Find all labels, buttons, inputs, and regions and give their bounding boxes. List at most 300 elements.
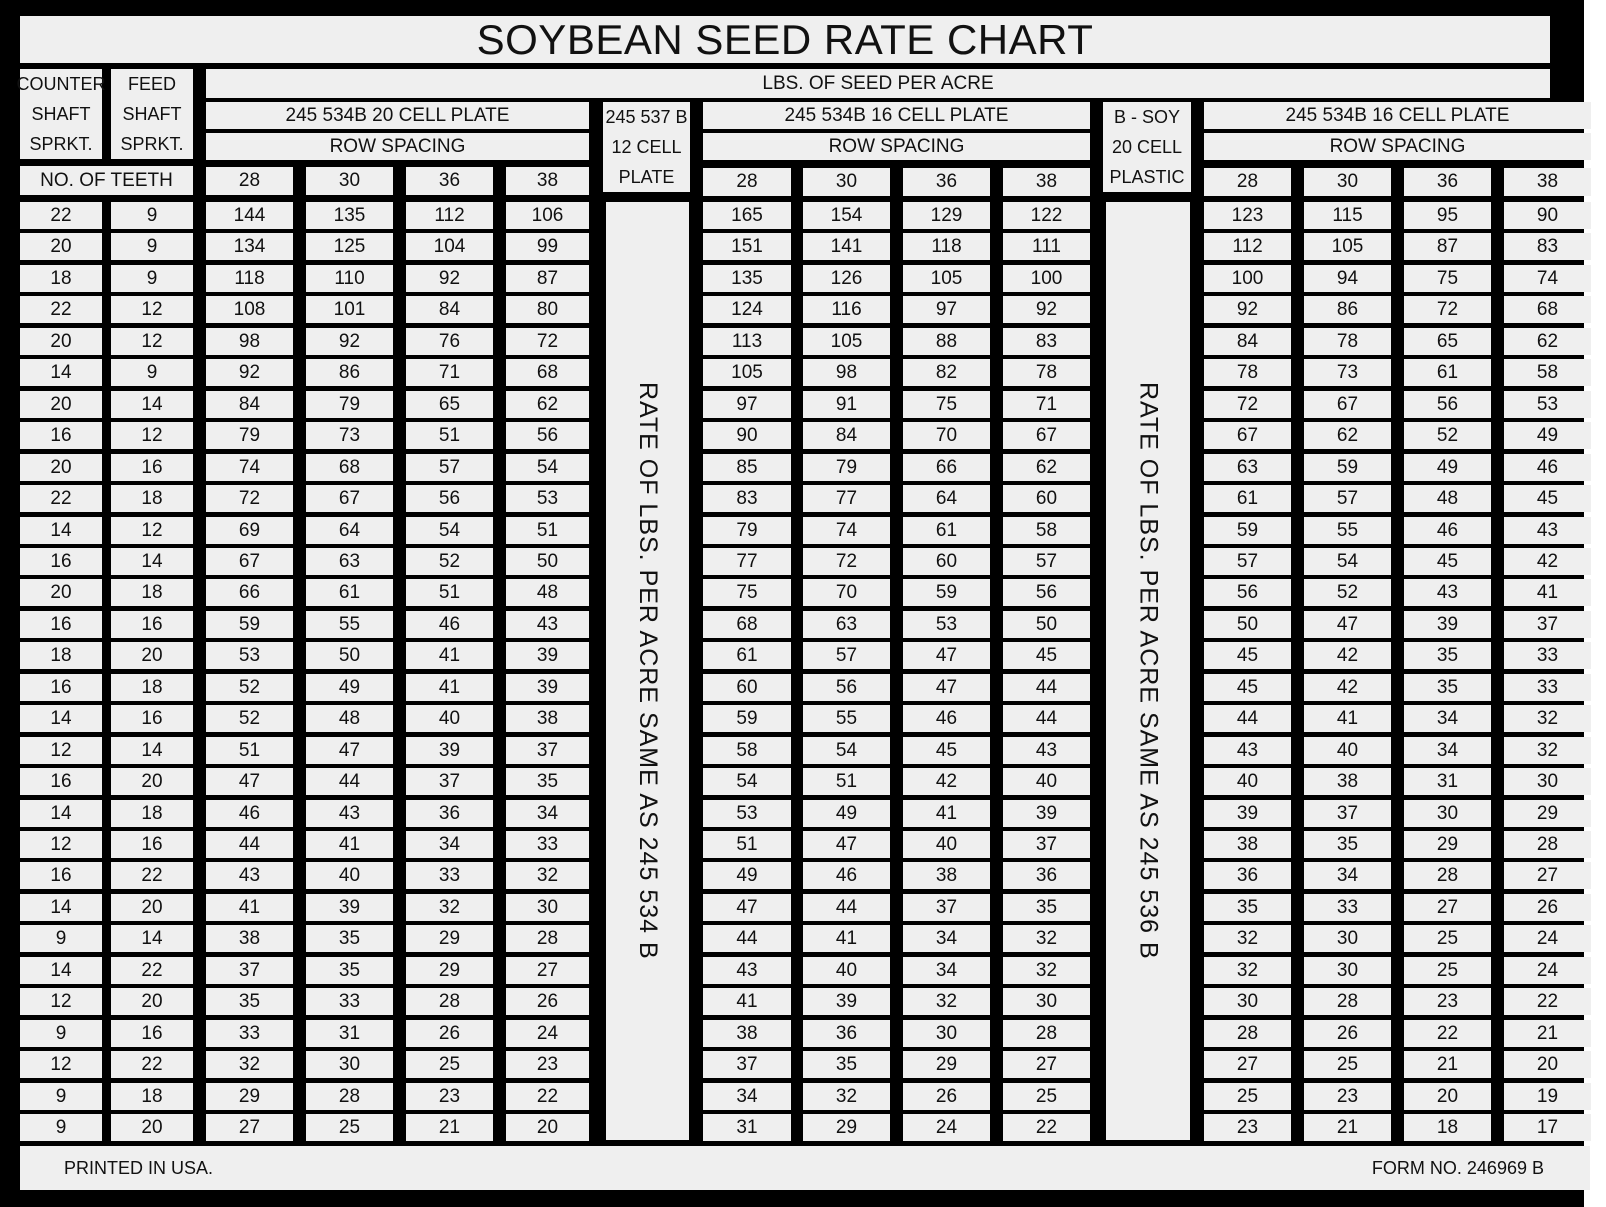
footer bbox=[20, 1146, 1590, 1190]
rate-cell: 50 bbox=[1003, 611, 1090, 638]
rate-cell: 65 bbox=[1404, 328, 1491, 355]
group2-vertical-note-text: RATE OF LBS. PER ACRE SAME AS 245 534 B bbox=[634, 382, 662, 960]
rate-cell: 59 bbox=[703, 705, 791, 732]
rate-cell: 62 bbox=[1504, 328, 1591, 355]
rate-cell: 39 bbox=[306, 894, 393, 921]
group4-vertical-note bbox=[1106, 202, 1190, 1140]
rate-cell: 54 bbox=[406, 517, 493, 544]
rate-cell: 104 bbox=[406, 233, 493, 260]
rate-cell: 17 bbox=[1504, 1114, 1591, 1141]
rate-cell: 165 bbox=[703, 202, 791, 229]
rate-cell: 144 bbox=[206, 202, 293, 229]
rate-cell: 20 bbox=[1504, 1051, 1591, 1078]
rate-cell: 51 bbox=[406, 422, 493, 449]
rate-cell: 41 bbox=[206, 894, 293, 921]
rate-cell: 84 bbox=[406, 296, 493, 323]
rate-cell: 43 bbox=[703, 957, 791, 984]
rate-cell: 37 bbox=[703, 1051, 791, 1078]
rate-cell: 41 bbox=[903, 800, 990, 827]
rate-cell: 41 bbox=[406, 642, 493, 669]
rate-cell: 54 bbox=[803, 737, 890, 764]
rate-cell: 53 bbox=[903, 611, 990, 638]
rate-cell: 61 bbox=[703, 642, 791, 669]
group3-spacing-1: 30 bbox=[803, 168, 890, 196]
group4-vertical-note-text: RATE OF LBS. PER ACRE SAME AS 245 536 B bbox=[1134, 382, 1163, 960]
rate-cell: 100 bbox=[1204, 265, 1291, 292]
group1-row-spacing-header: ROW SPACING bbox=[206, 133, 589, 160]
rate-cell: 116 bbox=[803, 296, 890, 323]
rate-cell: 68 bbox=[506, 359, 589, 386]
group1-plate-header: 245 534B 20 CELL PLATE bbox=[206, 102, 589, 129]
rate-cell: 68 bbox=[1504, 296, 1591, 323]
rate-cell: 57 bbox=[406, 454, 493, 481]
footer-form-number: FORM NO. 246969 B bbox=[1371, 1157, 1544, 1178]
no-of-teeth-header: NO. OF TEETH bbox=[20, 166, 193, 195]
rate-cell: 82 bbox=[903, 359, 990, 386]
counter-shaft-cell: 20 bbox=[20, 233, 102, 260]
rate-cell: 28 bbox=[1003, 1020, 1090, 1047]
rate-cell: 46 bbox=[803, 862, 890, 889]
rate-cell: 32 bbox=[903, 988, 990, 1015]
rate-cell: 27 bbox=[1404, 894, 1491, 921]
rate-cell: 64 bbox=[903, 485, 990, 512]
rate-cell: 34 bbox=[506, 800, 589, 827]
feed-shaft-cell: 14 bbox=[111, 391, 193, 418]
rate-cell: 56 bbox=[506, 422, 589, 449]
rate-cell: 105 bbox=[1304, 233, 1391, 260]
rate-cell: 106 bbox=[506, 202, 589, 229]
feed-shaft-line1: FEED bbox=[127, 74, 176, 94]
rate-cell: 39 bbox=[506, 674, 589, 701]
rate-cell: 32 bbox=[406, 894, 493, 921]
rate-cell: 38 bbox=[206, 925, 293, 952]
rate-cell: 46 bbox=[1404, 517, 1491, 544]
rate-cell: 61 bbox=[1404, 359, 1491, 386]
rate-cell: 32 bbox=[506, 862, 589, 889]
rate-cell: 67 bbox=[306, 485, 393, 512]
rate-cell: 118 bbox=[206, 265, 293, 292]
rate-cell: 26 bbox=[406, 1020, 493, 1047]
rate-cell: 43 bbox=[306, 800, 393, 827]
rate-cell: 92 bbox=[1003, 296, 1090, 323]
rate-cell: 77 bbox=[703, 548, 791, 575]
counter-shaft-cell: 14 bbox=[20, 957, 102, 984]
counter-shaft-cell: 18 bbox=[20, 642, 102, 669]
rate-cell: 51 bbox=[703, 831, 791, 858]
rate-cell: 39 bbox=[506, 642, 589, 669]
rate-cell: 97 bbox=[703, 391, 791, 418]
rate-cell: 34 bbox=[703, 1083, 791, 1110]
group3-spacing-3: 38 bbox=[1003, 168, 1090, 196]
rate-cell: 29 bbox=[406, 957, 493, 984]
rate-cell: 40 bbox=[306, 862, 393, 889]
page-title: SOYBEAN SEED RATE CHART bbox=[20, 16, 1550, 63]
rate-cell: 25 bbox=[1404, 957, 1491, 984]
counter-shaft-cell: 20 bbox=[20, 391, 102, 418]
rate-cell: 47 bbox=[903, 642, 990, 669]
rate-cell: 25 bbox=[1304, 1051, 1391, 1078]
rate-cell: 41 bbox=[1304, 705, 1391, 732]
rate-cell: 27 bbox=[1204, 1051, 1291, 1078]
rate-cell: 55 bbox=[306, 611, 393, 638]
rate-cell: 32 bbox=[1504, 705, 1591, 732]
feed-shaft-cell: 20 bbox=[111, 1114, 193, 1141]
rate-cell: 39 bbox=[406, 737, 493, 764]
rate-cell: 43 bbox=[1003, 737, 1090, 764]
rate-cell: 43 bbox=[1204, 737, 1291, 764]
rate-cell: 31 bbox=[306, 1020, 393, 1047]
rate-cell: 40 bbox=[1304, 737, 1391, 764]
rate-cell: 57 bbox=[1304, 485, 1391, 512]
rate-cell: 99 bbox=[506, 233, 589, 260]
rate-cell: 83 bbox=[703, 485, 791, 512]
rate-cell: 91 bbox=[803, 391, 890, 418]
rate-cell: 60 bbox=[1003, 485, 1090, 512]
rate-cell: 126 bbox=[803, 265, 890, 292]
rate-cell: 40 bbox=[903, 831, 990, 858]
rate-cell: 23 bbox=[1404, 988, 1491, 1015]
counter-shaft-cell: 14 bbox=[20, 800, 102, 827]
rate-cell: 33 bbox=[306, 988, 393, 1015]
rate-cell: 30 bbox=[1003, 988, 1090, 1015]
rate-cell: 44 bbox=[306, 768, 393, 795]
rate-cell: 62 bbox=[1304, 422, 1391, 449]
group4-plate-header bbox=[1103, 102, 1191, 192]
rate-cell: 29 bbox=[903, 1051, 990, 1078]
rate-cell: 58 bbox=[1003, 517, 1090, 544]
rate-cell: 23 bbox=[506, 1051, 589, 1078]
rate-cell: 57 bbox=[803, 642, 890, 669]
rate-cell: 34 bbox=[1404, 737, 1491, 764]
rate-cell: 30 bbox=[1404, 800, 1491, 827]
counter-shaft-cell: 16 bbox=[20, 862, 102, 889]
rate-cell: 34 bbox=[1304, 862, 1391, 889]
rate-cell: 118 bbox=[903, 233, 990, 260]
rate-cell: 39 bbox=[803, 988, 890, 1015]
rate-cell: 98 bbox=[803, 359, 890, 386]
feed-shaft-cell: 18 bbox=[111, 800, 193, 827]
rate-cell: 32 bbox=[1204, 957, 1291, 984]
rate-cell: 25 bbox=[1003, 1083, 1090, 1110]
rate-cell: 29 bbox=[406, 925, 493, 952]
rate-cell: 71 bbox=[1003, 391, 1090, 418]
rate-cell: 154 bbox=[803, 202, 890, 229]
feed-shaft-cell: 16 bbox=[111, 611, 193, 638]
rate-cell: 50 bbox=[306, 642, 393, 669]
rate-cell: 66 bbox=[903, 454, 990, 481]
rate-cell: 125 bbox=[306, 233, 393, 260]
rate-cell: 36 bbox=[1204, 862, 1291, 889]
rate-cell: 63 bbox=[306, 548, 393, 575]
rate-cell: 32 bbox=[1504, 737, 1591, 764]
rate-cell: 75 bbox=[703, 579, 791, 606]
rate-cell: 67 bbox=[206, 548, 293, 575]
rate-cell: 51 bbox=[506, 517, 589, 544]
rate-cell: 35 bbox=[206, 988, 293, 1015]
rate-cell: 53 bbox=[206, 642, 293, 669]
rate-cell: 39 bbox=[1404, 611, 1491, 638]
rate-cell: 72 bbox=[803, 548, 890, 575]
rate-cell: 59 bbox=[1304, 454, 1391, 481]
rate-cell: 141 bbox=[803, 233, 890, 260]
counter-shaft-cell: 16 bbox=[20, 768, 102, 795]
group5-spacing-1: 30 bbox=[1304, 168, 1391, 196]
counter-shaft-line1: COUNTER bbox=[16, 74, 106, 94]
rate-cell: 48 bbox=[306, 705, 393, 732]
rate-cell: 98 bbox=[206, 328, 293, 355]
feed-shaft-cell: 12 bbox=[111, 517, 193, 544]
rate-cell: 35 bbox=[506, 768, 589, 795]
rate-cell: 55 bbox=[803, 705, 890, 732]
feed-shaft-cell: 12 bbox=[111, 296, 193, 323]
rate-cell: 65 bbox=[406, 391, 493, 418]
rate-cell: 34 bbox=[1404, 705, 1491, 732]
rate-cell: 43 bbox=[1504, 517, 1591, 544]
rate-cell: 28 bbox=[1304, 988, 1391, 1015]
rate-cell: 84 bbox=[1204, 328, 1291, 355]
rate-cell: 124 bbox=[703, 296, 791, 323]
rate-cell: 79 bbox=[206, 422, 293, 449]
rate-cell: 62 bbox=[506, 391, 589, 418]
group1-spacing-2: 36 bbox=[406, 167, 493, 195]
counter-shaft-cell: 9 bbox=[20, 1020, 102, 1047]
rate-cell: 38 bbox=[506, 705, 589, 732]
rate-cell: 84 bbox=[803, 422, 890, 449]
rate-cell: 54 bbox=[703, 768, 791, 795]
rate-cell: 72 bbox=[1404, 296, 1491, 323]
rate-cell: 74 bbox=[206, 454, 293, 481]
rate-cell: 115 bbox=[1304, 202, 1391, 229]
counter-shaft-cell: 14 bbox=[20, 517, 102, 544]
rate-cell: 63 bbox=[1204, 454, 1291, 481]
rate-cell: 45 bbox=[1003, 642, 1090, 669]
rate-cell: 92 bbox=[406, 265, 493, 292]
rate-cell: 38 bbox=[1304, 768, 1391, 795]
counter-shaft-cell: 18 bbox=[20, 265, 102, 292]
rate-cell: 56 bbox=[1204, 579, 1291, 606]
counter-shaft-cell: 9 bbox=[20, 1114, 102, 1141]
rate-cell: 38 bbox=[903, 862, 990, 889]
rate-cell: 37 bbox=[406, 768, 493, 795]
rate-cell: 27 bbox=[1504, 862, 1591, 889]
rate-cell: 33 bbox=[406, 862, 493, 889]
rate-cell: 134 bbox=[206, 233, 293, 260]
rate-cell: 37 bbox=[1304, 800, 1391, 827]
rate-cell: 78 bbox=[1304, 328, 1391, 355]
rate-cell: 46 bbox=[1504, 454, 1591, 481]
rate-cell: 47 bbox=[903, 674, 990, 701]
rate-cell: 20 bbox=[1404, 1083, 1491, 1110]
rate-cell: 44 bbox=[1003, 705, 1090, 732]
feed-shaft-cell: 16 bbox=[111, 454, 193, 481]
feed-shaft-cell: 18 bbox=[111, 674, 193, 701]
rate-cell: 30 bbox=[1304, 957, 1391, 984]
rate-cell: 75 bbox=[1404, 265, 1491, 292]
counter-shaft-cell: 20 bbox=[20, 328, 102, 355]
rate-cell: 27 bbox=[206, 1114, 293, 1141]
rate-cell: 110 bbox=[306, 265, 393, 292]
rate-cell: 59 bbox=[903, 579, 990, 606]
rate-cell: 122 bbox=[1003, 202, 1090, 229]
rate-cell: 75 bbox=[903, 391, 990, 418]
group2-plate-line2: 12 CELL bbox=[611, 137, 682, 157]
rate-cell: 73 bbox=[1304, 359, 1391, 386]
rate-cell: 42 bbox=[1504, 548, 1591, 575]
counter-shaft-cell: 22 bbox=[20, 296, 102, 323]
rate-cell: 87 bbox=[1404, 233, 1491, 260]
rate-cell: 37 bbox=[1504, 611, 1591, 638]
rate-cell: 31 bbox=[1404, 768, 1491, 795]
rate-cell: 29 bbox=[803, 1114, 890, 1141]
rate-cell: 46 bbox=[206, 800, 293, 827]
counter-shaft-cell: 16 bbox=[20, 611, 102, 638]
rate-cell: 112 bbox=[406, 202, 493, 229]
rate-cell: 74 bbox=[803, 517, 890, 544]
rate-cell: 70 bbox=[803, 579, 890, 606]
rate-cell: 44 bbox=[703, 925, 791, 952]
rate-cell: 67 bbox=[1204, 422, 1291, 449]
group3-spacing-2: 36 bbox=[903, 168, 990, 196]
rate-cell: 25 bbox=[1204, 1083, 1291, 1110]
rate-cell: 100 bbox=[1003, 265, 1090, 292]
rate-cell: 57 bbox=[1003, 548, 1090, 575]
rate-cell: 21 bbox=[406, 1114, 493, 1141]
rate-cell: 105 bbox=[703, 359, 791, 386]
rate-cell: 92 bbox=[306, 328, 393, 355]
rate-cell: 58 bbox=[1504, 359, 1591, 386]
group2-plate-line1: 245 537 B bbox=[605, 107, 688, 127]
rate-cell: 44 bbox=[206, 831, 293, 858]
rate-cell: 45 bbox=[1204, 674, 1291, 701]
rate-cell: 54 bbox=[506, 454, 589, 481]
rate-cell: 27 bbox=[506, 957, 589, 984]
group5-row-spacing-header: ROW SPACING bbox=[1204, 133, 1591, 160]
group2-plate-header bbox=[603, 102, 690, 192]
rate-cell: 49 bbox=[1404, 454, 1491, 481]
rate-cell: 51 bbox=[803, 768, 890, 795]
rate-cell: 31 bbox=[703, 1114, 791, 1141]
rate-cell: 29 bbox=[1404, 831, 1491, 858]
rate-cell: 53 bbox=[506, 485, 589, 512]
rate-cell: 92 bbox=[206, 359, 293, 386]
feed-shaft-cell: 18 bbox=[111, 1083, 193, 1110]
rate-cell: 23 bbox=[1204, 1114, 1291, 1141]
counter-shaft-cell: 20 bbox=[20, 579, 102, 606]
rate-cell: 112 bbox=[1204, 233, 1291, 260]
rate-cell: 28 bbox=[1504, 831, 1591, 858]
rate-cell: 23 bbox=[1304, 1083, 1391, 1110]
rate-cell: 18 bbox=[1404, 1114, 1491, 1141]
rate-cell: 30 bbox=[306, 1051, 393, 1078]
rate-cell: 34 bbox=[903, 957, 990, 984]
counter-shaft-cell: 22 bbox=[20, 202, 102, 229]
group3-spacing-0: 28 bbox=[703, 168, 791, 196]
rate-cell: 47 bbox=[306, 737, 393, 764]
rate-cell: 28 bbox=[306, 1083, 393, 1110]
rate-cell: 84 bbox=[206, 391, 293, 418]
group3-row-spacing-header: ROW SPACING bbox=[703, 133, 1090, 160]
rate-cell: 37 bbox=[1003, 831, 1090, 858]
rate-cell: 44 bbox=[1003, 674, 1090, 701]
rate-cell: 22 bbox=[1003, 1114, 1090, 1141]
rate-cell: 28 bbox=[1404, 862, 1491, 889]
rate-cell: 85 bbox=[703, 454, 791, 481]
group2-vertical-note bbox=[606, 202, 689, 1140]
rate-cell: 41 bbox=[406, 674, 493, 701]
rate-cell: 47 bbox=[206, 768, 293, 795]
rate-cell: 41 bbox=[1504, 579, 1591, 606]
rate-cell: 46 bbox=[406, 611, 493, 638]
feed-shaft-cell: 20 bbox=[111, 768, 193, 795]
rate-cell: 26 bbox=[1504, 894, 1591, 921]
rate-cell: 57 bbox=[1204, 548, 1291, 575]
rate-cell: 49 bbox=[703, 862, 791, 889]
group5-spacing-2: 36 bbox=[1404, 168, 1491, 196]
rate-cell: 105 bbox=[803, 328, 890, 355]
rate-cell: 86 bbox=[306, 359, 393, 386]
rate-cell: 61 bbox=[903, 517, 990, 544]
lbs-seed-per-acre-header: LBS. OF SEED PER ACRE bbox=[206, 69, 1550, 98]
counter-shaft-cell: 9 bbox=[20, 1083, 102, 1110]
rate-cell: 35 bbox=[1304, 831, 1391, 858]
group4-plate-line1: B - SOY bbox=[1113, 107, 1180, 127]
rate-cell: 74 bbox=[1504, 265, 1591, 292]
rate-cell: 25 bbox=[1404, 925, 1491, 952]
rate-cell: 36 bbox=[1003, 862, 1090, 889]
rate-cell: 49 bbox=[1504, 422, 1591, 449]
rate-cell: 78 bbox=[1003, 359, 1090, 386]
rate-cell: 30 bbox=[506, 894, 589, 921]
rate-cell: 29 bbox=[1504, 800, 1591, 827]
counter-shaft-cell: 14 bbox=[20, 359, 102, 386]
rate-cell: 60 bbox=[703, 674, 791, 701]
counter-shaft-cell: 16 bbox=[20, 548, 102, 575]
rate-cell: 44 bbox=[803, 894, 890, 921]
rate-cell: 67 bbox=[1304, 391, 1391, 418]
rate-cell: 40 bbox=[803, 957, 890, 984]
counter-shaft-cell: 14 bbox=[20, 705, 102, 732]
feed-shaft-cell: 9 bbox=[111, 202, 193, 229]
counter-shaft-cell: 12 bbox=[20, 1051, 102, 1078]
rate-cell: 30 bbox=[1204, 988, 1291, 1015]
rate-cell: 35 bbox=[803, 1051, 890, 1078]
rate-cell: 40 bbox=[406, 705, 493, 732]
rate-cell: 55 bbox=[1304, 517, 1391, 544]
rate-cell: 30 bbox=[1504, 768, 1591, 795]
rate-cell: 56 bbox=[1404, 391, 1491, 418]
counter-shaft-line3: SPRKT. bbox=[29, 134, 93, 154]
counter-shaft-line2: SHAFT bbox=[31, 104, 91, 124]
rate-cell: 32 bbox=[1003, 957, 1090, 984]
rate-cell: 61 bbox=[306, 579, 393, 606]
rate-cell: 34 bbox=[903, 925, 990, 952]
rate-cell: 28 bbox=[1204, 1020, 1291, 1047]
rate-cell: 41 bbox=[703, 988, 791, 1015]
rate-cell: 111 bbox=[1003, 233, 1090, 260]
rate-cell: 45 bbox=[903, 737, 990, 764]
rate-cell: 56 bbox=[406, 485, 493, 512]
group1-spacing-0: 28 bbox=[206, 167, 293, 195]
feed-shaft-cell: 14 bbox=[111, 925, 193, 952]
feed-shaft-cell: 9 bbox=[111, 265, 193, 292]
rate-cell: 79 bbox=[306, 391, 393, 418]
rate-cell: 19 bbox=[1504, 1083, 1591, 1110]
rate-cell: 92 bbox=[1204, 296, 1291, 323]
feed-shaft-cell: 12 bbox=[111, 328, 193, 355]
rate-cell: 53 bbox=[703, 800, 791, 827]
rate-cell: 68 bbox=[703, 611, 791, 638]
rate-cell: 26 bbox=[903, 1083, 990, 1110]
